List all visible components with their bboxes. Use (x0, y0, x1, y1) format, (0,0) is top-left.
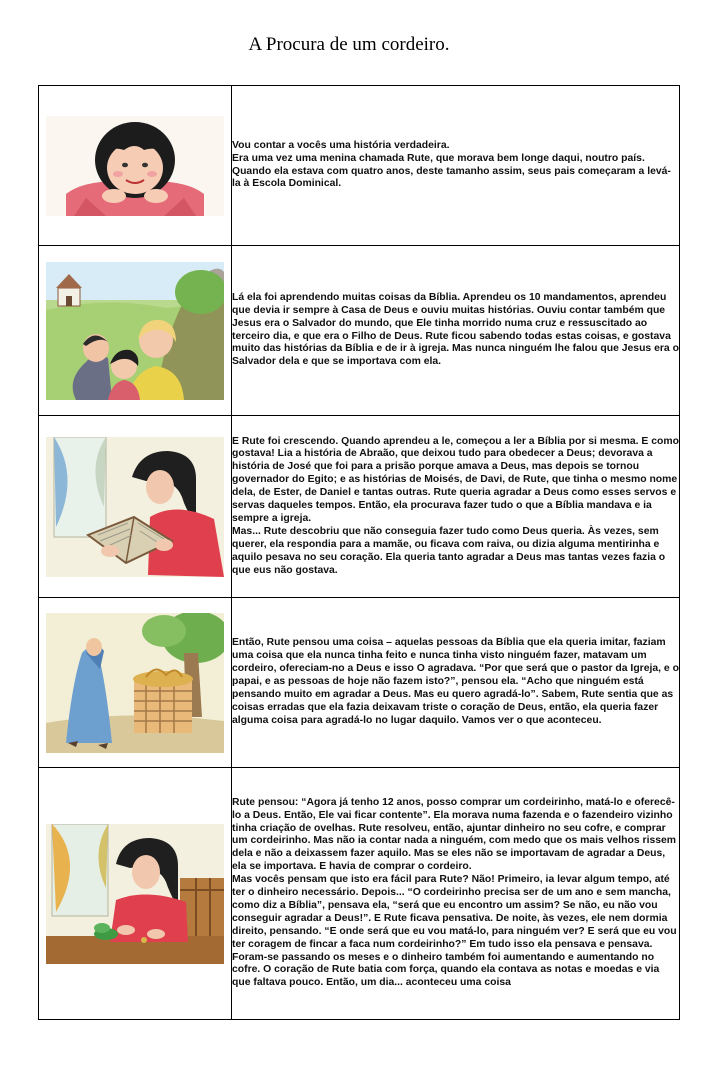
story-row (39, 246, 680, 416)
story-paragraph: Mas... Rute descobriu que não conseguia fazer tudo como Deus queria. Às vezes, sem querer, ela respondia para a mamãe, ou ficava com raiva, ou dizia alguma mentirinha e aquilo pesava no seu coração. Ela queria tanto agradar a Deus mas tantas vezes fazia o que eus não gostava. (232, 525, 666, 576)
story-text-cell (232, 86, 680, 246)
illustration-cell (39, 86, 232, 246)
illustration-cell (39, 768, 232, 1020)
girl-reading-bible-illustration (46, 437, 224, 577)
story-text-cell (232, 416, 680, 598)
story-table (38, 85, 680, 1020)
girl-counting-money-illustration (46, 824, 224, 964)
story-row (39, 598, 680, 768)
story-paragraph: E Rute foi crescendo. Quando aprendeu a le, começou a ler a Bíblia por si mesma. E como gostava! Lia a história de Abraão, que deixou tudo para obedecer a Deus; devorava a história de José que foi para a prisão porque amava a Deus, mas depois se tornou governador do Egito; e as histórias de Moisés, de Davi, de Rute, que tinha o mesmo nome dela, de Ester, de Daniel e tantas outras. Rute queria agradar a Deus como esses servos e servas daqueles tempos. Então, ela procurava fazer tudo o que a Bíblia mandava e ia sempre a igreja. (232, 435, 679, 524)
story-paragraph: Foram-se passando os meses e o dinheiro também foi aumentando e aumentando no cofre. O coração de Rute batia com força, quando ela contava as notas e moedas e via que faltava pouco. Então, um dia... aconteceu uma coisa (232, 951, 660, 989)
story-text-cell (232, 768, 680, 1020)
story-paragraph: Então, Rute pensou uma coisa – aquelas pessoas da Bíblia que ela queria imitar, faziam uma coisa que ela nunca tinha feito e nunca tinha visto ninguém fazer, matavam um cordeiro, ofereciam-no a Deus e isso O agradava. “Por que será que o pastor da Igreja, e o papai, e as pessoas de hoje não fazem isto?”, pensou ela. “Acho que ninguém está pensando muito em agradar a Deus. Mas eu quero agradá-lo”. Sabem, Rute sentia que as coisas erradas que ela fazia deixavam triste o coração de Deus, então, ela queria fazer alguma coisa para agradá-lo no lugar daquilo. Vamos ver o que aconteceu. (232, 637, 679, 726)
girl-resting-chin-on-hands-illustration (46, 116, 224, 216)
illustration-cell (39, 246, 232, 416)
page-title: A Procura de um cordeiro. (248, 34, 450, 55)
story-paragraph: Era uma vez uma menina chamada Rute, que morava bem longe daqui, noutro país. Quando ela estava com quatro anos, deste tamanho assim, seus pais começaram a levá-la à Escola Dominical. (232, 152, 671, 190)
illustration-cell (39, 598, 232, 768)
story-text-cell (232, 246, 680, 416)
story-row (39, 768, 680, 1020)
story-text-cell (232, 598, 680, 768)
story-row (39, 86, 680, 246)
story-paragraph: Mas vocês pensam que isto era fácil para Rute? Não! Primeiro, ia levar algum tempo, até ter o dinheiro necessário. Depois... “O cordeirinho precisa ser de um ano e sem mancha, como diz a Bíblia”, pensava ela, “será que eu encontro um assim? Se não, eu não vou conseguir agradar a Deus!”. E Rute ficava pensativa. De noite, às vezes, ele nem dormia direito, pensando. “E onde será que eu vou matá-lo, para ninguém ver? E será que eu vou ter coragem de fincar a faca num cordeirinho?” Em tudo isso ela pensava e pensava. (232, 874, 677, 950)
story-paragraph: Rute pensou: “Agora já tenho 12 anos, posso comprar um cordeirinho, matá-lo e oferecê-lo a Deus. Então, Ele vai ficar contente”. Ela morava numa fazenda e o fazendeiro vizinho tinha criação de ovelhas. Rute resolveu, então, ajuntar dinheiro no seu cofre, e comprar um cordeirinho. Mas não ia contar nada a ninguém, com medo que os mais velhos rissem dela e não a deixassem fazer aquilo. Mas se eles não se importavam de agradar a Deus, ela se importava. E havia de comprar o cordeiro. (232, 796, 677, 873)
story-row (39, 416, 680, 598)
family-walking-to-church-illustration (46, 262, 224, 400)
story-paragraph: Lá ela foi aprendendo muitas coisas da Bíblia. Aprendeu os 10 mandamentos, aprendeu que devia ir sempre à Casa de Deus e ouviu muitas histórias. Ouviu contar também que Jesus era o Salvador do mundo, que Ele tinha morrido numa cruz e ressuscitado ao terceiro dia, e que era o Filho de Deus. Rute ficou sabendo todas estas coisas, e gostava muito das histórias da Bíblia e de ir à igreja. Mas nunca ninguém lhe falou que Jesus era o Salvador dela e que se importava com ela. (232, 291, 679, 368)
story-paragraph: Vou contar a vocês uma história verdadeira. (232, 139, 450, 151)
man-praying-at-stone-altar-illustration (46, 613, 224, 753)
illustration-cell (39, 416, 232, 598)
